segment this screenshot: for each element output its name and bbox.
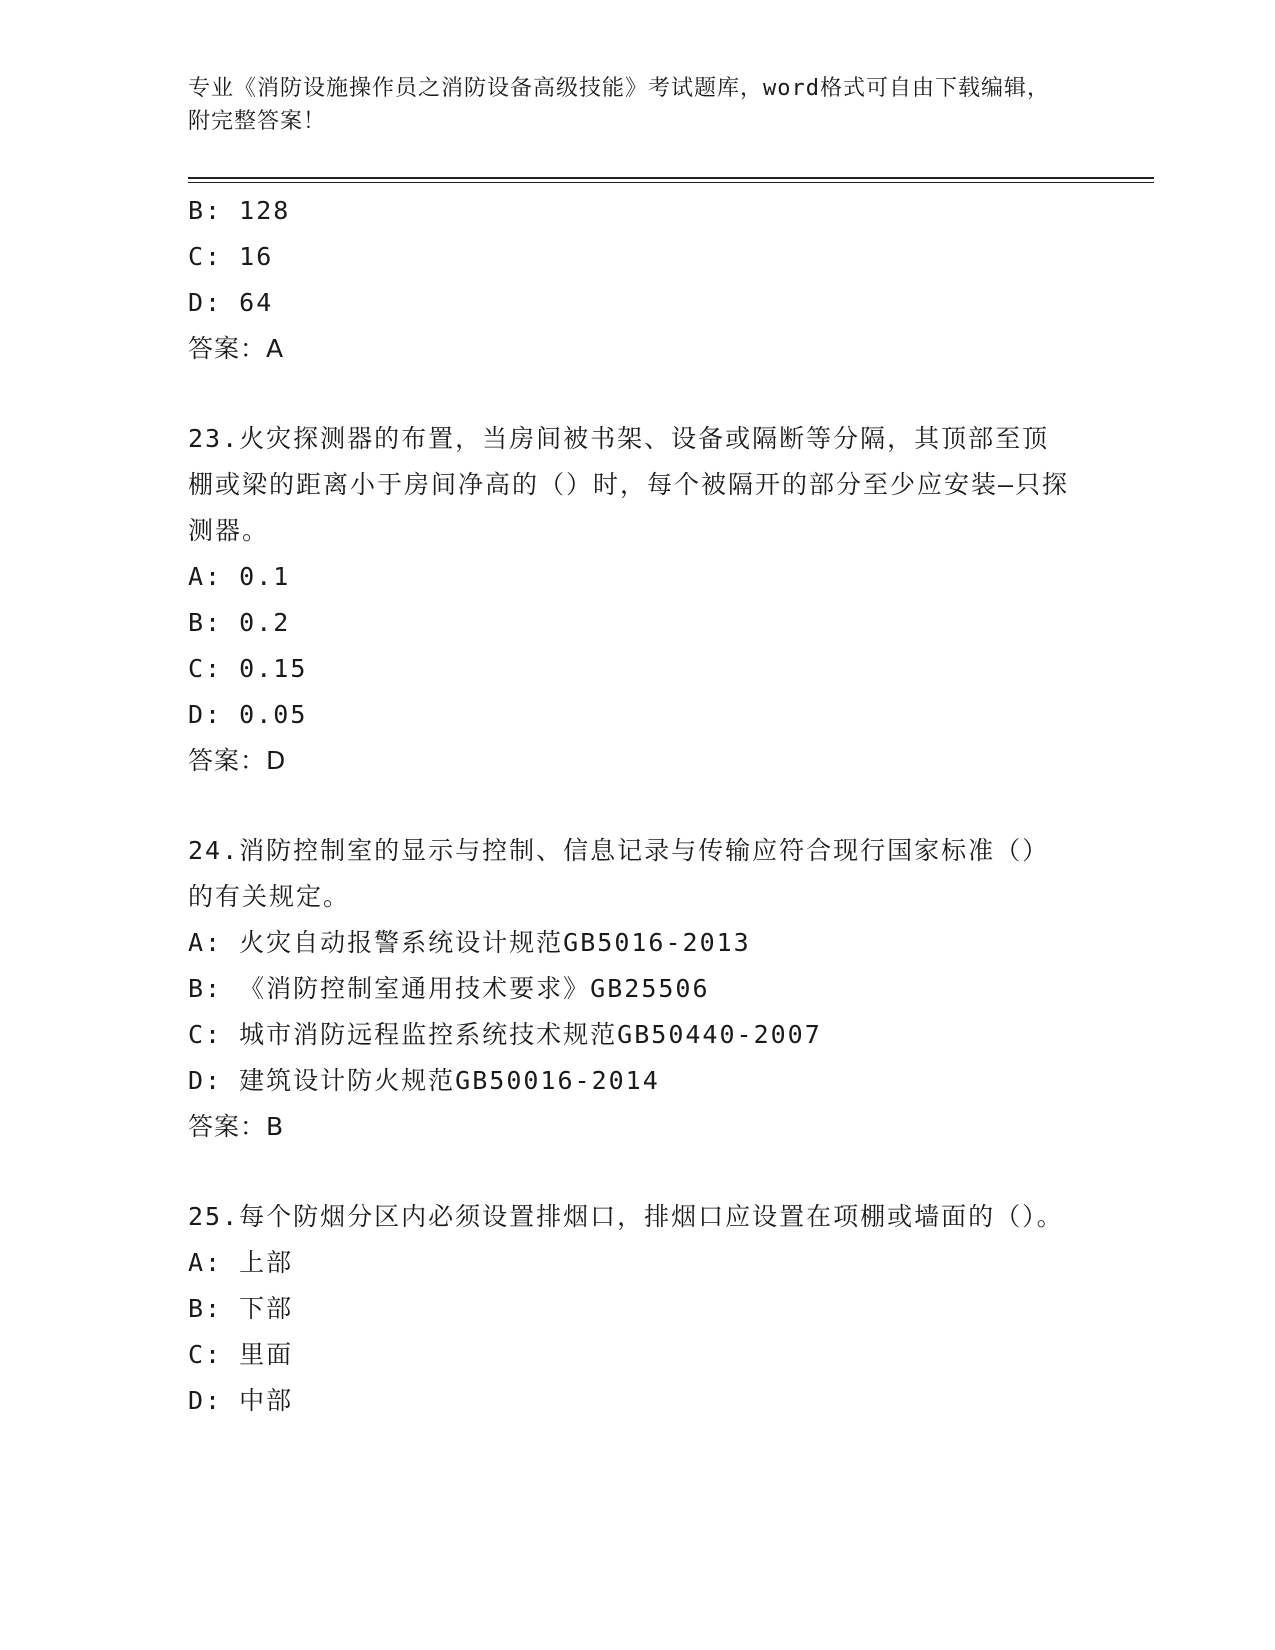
option-b [188,600,1088,646]
option-c [188,1332,1088,1378]
option-label: B: [188,608,223,637]
option-b [188,188,1088,234]
option-label: A: [188,562,223,591]
option-label: C: [188,1020,223,1049]
option-label: A: [188,928,223,957]
option-a [188,920,1088,966]
option-label: D: [188,700,223,729]
option-a [188,554,1088,600]
option-d [188,1058,1088,1104]
option-label: B: [188,196,223,225]
option-text: 64 [239,288,274,317]
page-header: 专业《消防设施操作员之消防设备高级技能》考试题库，word格式可自由下载编辑，附完整答案！ [188,76,1050,134]
option-text: 16 [239,242,274,271]
option-text: 火灾自动报警系统设计规范GB5016-2013 [239,928,751,957]
option-c [188,646,1088,692]
option-text: 《消防控制室通用技术要求》GB25506 [239,974,710,1003]
spacer [188,372,1088,416]
answer-line: 答案：B [188,1112,285,1141]
option-b [188,1286,1088,1332]
question-stem: 24.消防控制室的显示与控制、信息记录与传输应符合现行国家标准（）的有关规定。 [188,836,1050,911]
option-label: D: [188,1386,223,1415]
option-text: 0.15 [239,654,308,683]
option-c [188,1012,1088,1058]
option-label: D: [188,1066,223,1095]
answer-line: 答案：A [188,334,285,363]
answer-line: 答案：D [188,746,287,775]
option-text: 建筑设计防火规范GB50016-2014 [239,1066,660,1095]
option-d [188,280,1088,326]
option-label: D: [188,288,223,317]
spacer [188,1150,1088,1194]
option-c [188,234,1088,280]
question-content [188,188,1088,1424]
option-label: C: [188,654,223,683]
option-text: 里面 [239,1340,294,1369]
option-text: 下部 [239,1294,294,1323]
option-text: 中部 [239,1386,294,1415]
option-text: 0.2 [239,608,291,637]
option-d [188,692,1088,738]
spacer [188,784,1088,828]
option-label: C: [188,242,223,271]
question-stem: 25.每个防烟分区内必须设置排烟口，排烟口应设置在项棚或墙面的（）。 [188,1202,1064,1231]
option-text: 上部 [239,1248,294,1277]
option-d [188,1378,1088,1424]
option-b [188,966,1088,1012]
header-rule-thin [188,182,1154,183]
option-text: 0.1 [239,562,291,591]
option-label: B: [188,1294,223,1323]
option-label: A: [188,1248,223,1277]
header-rule-thick [188,177,1154,179]
option-label: C: [188,1340,223,1369]
option-a [188,1240,1088,1286]
option-text: 128 [239,196,291,225]
option-label: B: [188,974,223,1003]
question-stem: 23.火灾探测器的布置，当房间被书架、设备或隔断等分隔，其顶部至顶棚或梁的距离小于房间净高的（）时，每个被隔开的部分至少应安装—只探测器。 [188,424,1070,545]
option-text: 0.05 [239,700,308,729]
option-text: 城市消防远程监控系统技术规范GB50440-2007 [239,1020,822,1049]
